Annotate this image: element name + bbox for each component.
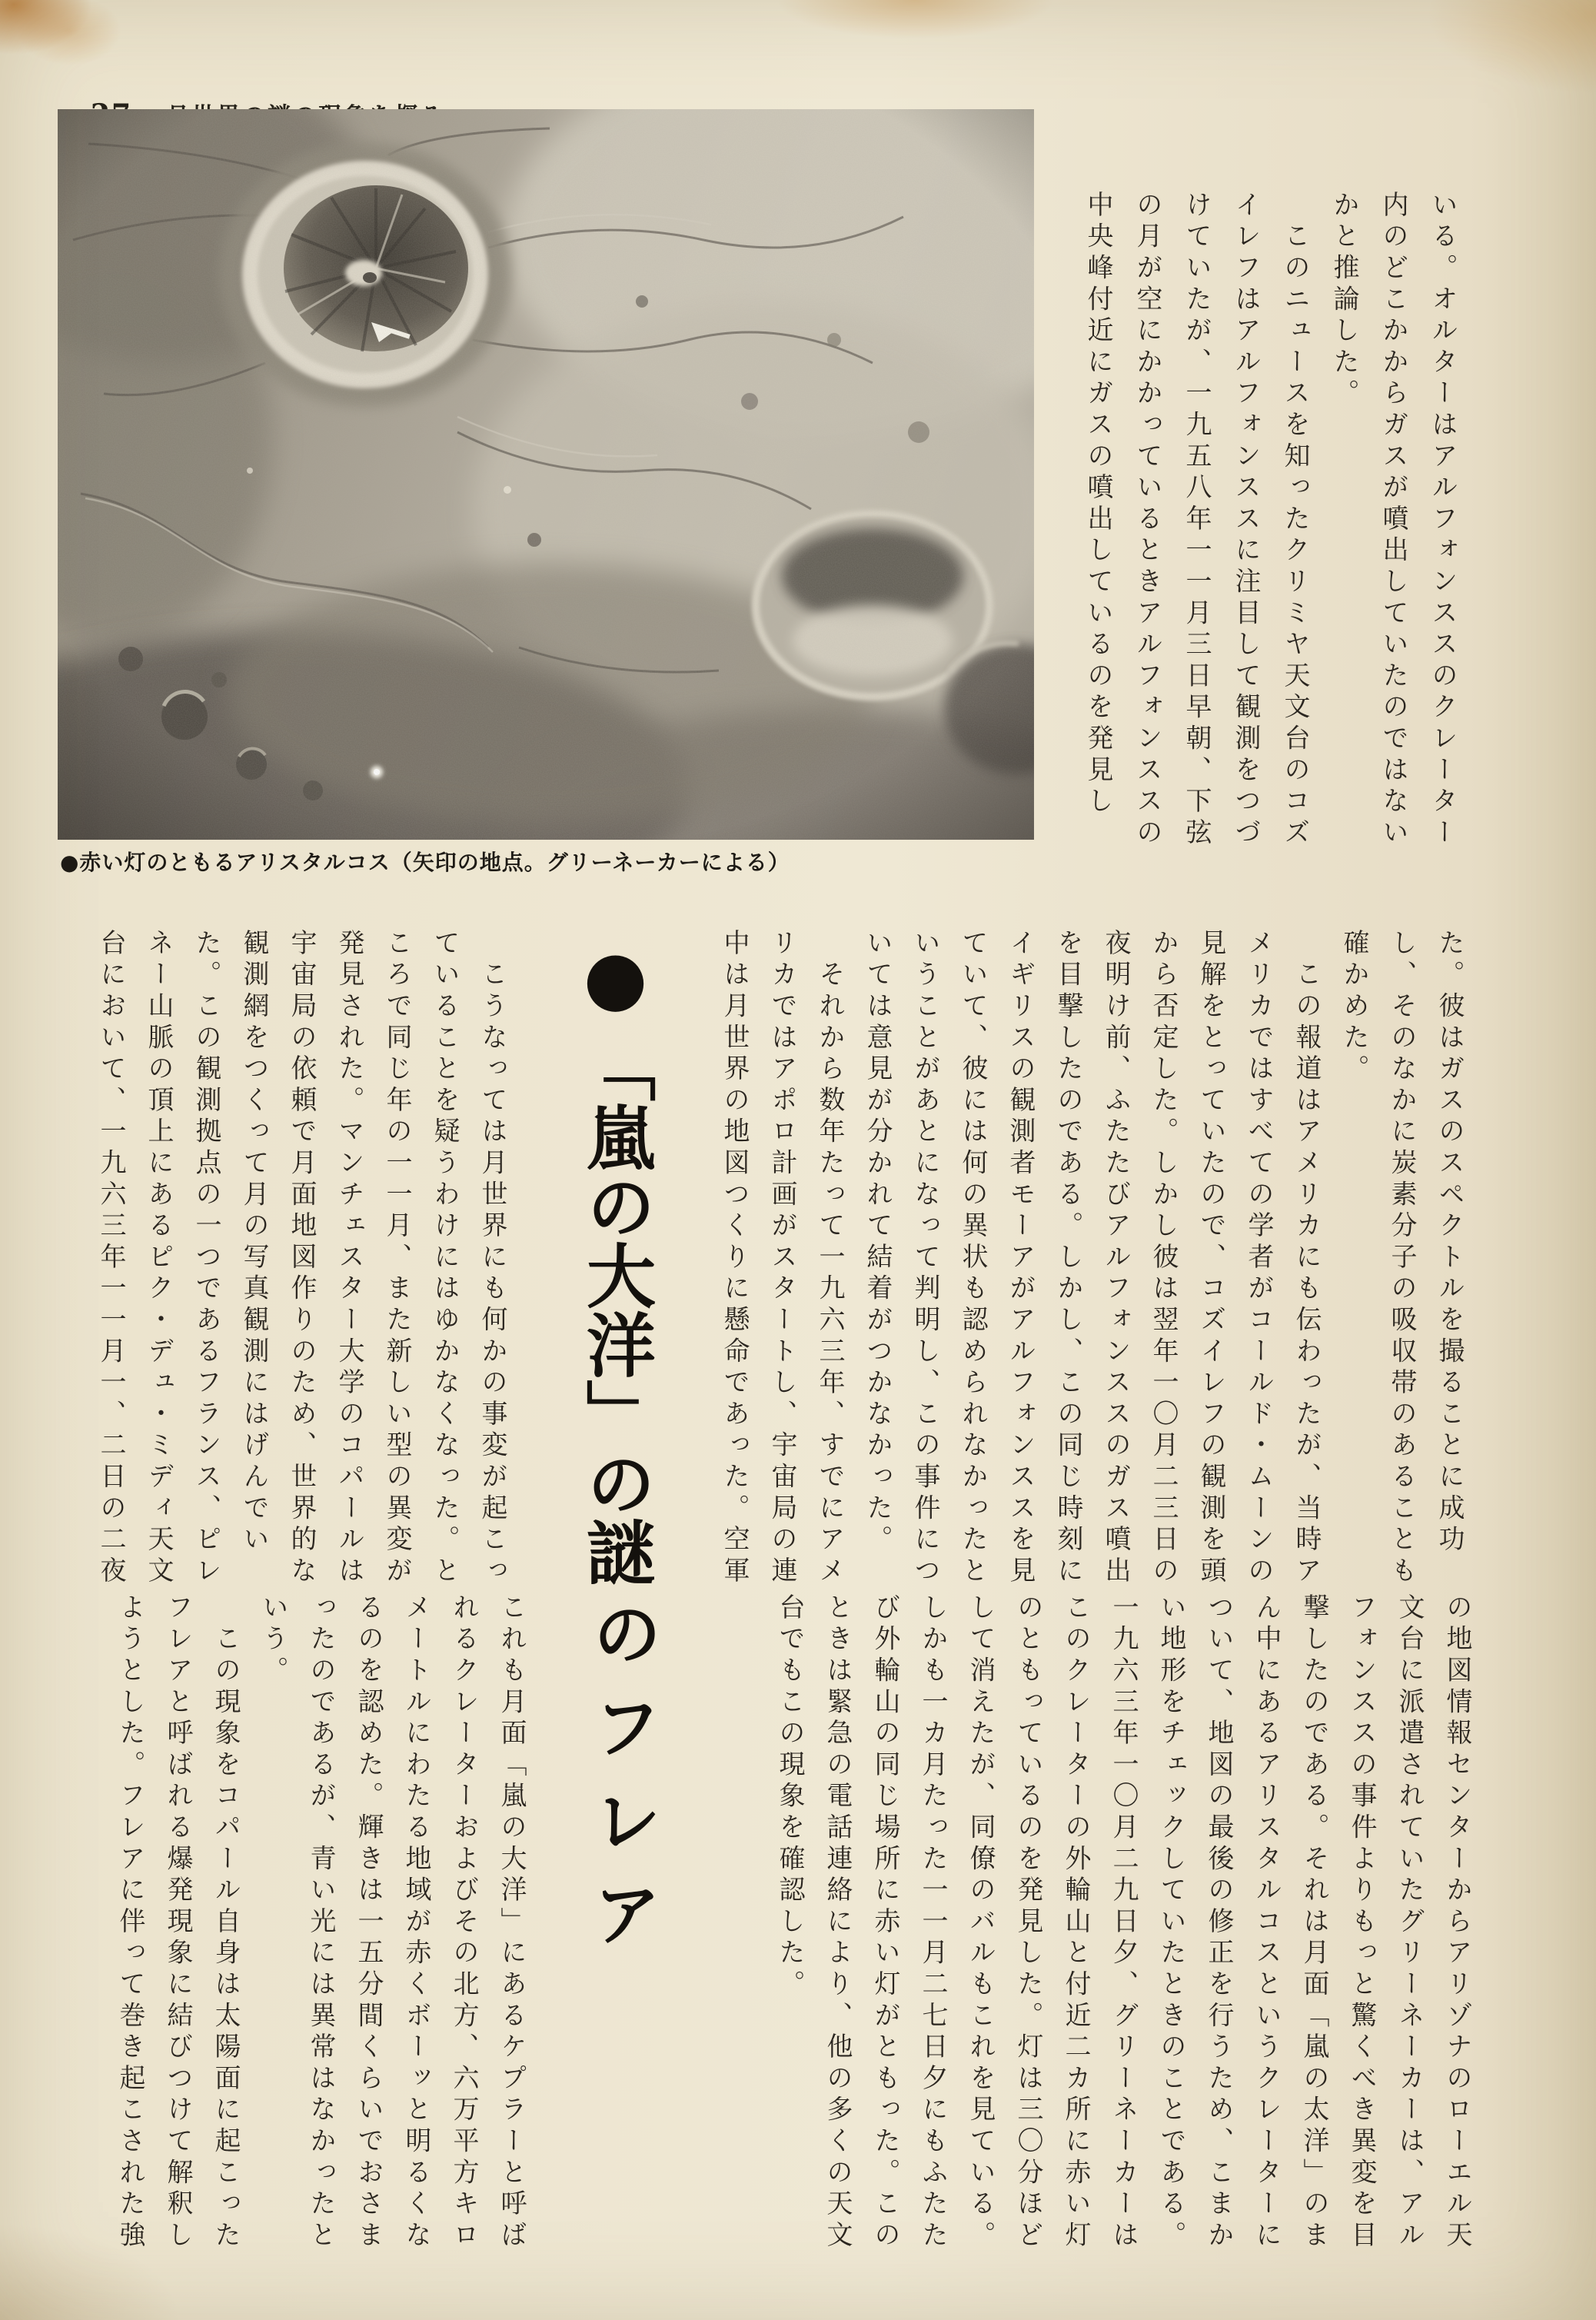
headline-bullet-icon: ● <box>572 934 659 1020</box>
section-headline-bottom <box>570 1598 673 2090</box>
text-column: た。彼はガスのスペクトルを撮ることに成功 <box>1434 929 1465 1556</box>
text-column: 夜明け前、ふたたびアルフォンススのガス噴出 <box>1100 929 1131 1588</box>
text-column: しかも一カ月たった一一月二七日夕にもふたた <box>917 1593 948 2252</box>
text-column: ときは緊急の電話連絡により、他の多くの天文 <box>822 1593 853 2252</box>
text-column: 見解をとっていたので、コズイレフの観測を頭 <box>1195 929 1226 1588</box>
headline-text-bottom: のフレア <box>580 1598 662 1972</box>
text-column: から否定した。しかし彼は翌年一〇月二三日の <box>1148 929 1179 1588</box>
text-column: この現象をコパール自身は太陽面に起こった <box>210 1593 241 2252</box>
text-block-bottom-right <box>757 1593 1472 2285</box>
text-column: フォンススの事件よりもっと驚くべき異変を目 <box>1346 1593 1377 2252</box>
text-column: ついて、地図の最後の修正を行うため、こまか <box>1203 1593 1234 2252</box>
text-column: ネー山脈の頂上にあるピク・デュ・ミディ天文 <box>143 929 174 1588</box>
text-column: び外輪山の同じ場所に赤い灯がともった。この <box>869 1593 900 2252</box>
text-column: 内のどこかからガスが噴出していたのではない <box>1378 191 1408 850</box>
section-headline-top <box>564 934 667 1586</box>
text-column: の月が空にかかっているときアルフォンススの <box>1132 191 1162 850</box>
text-column: このニュースを知ったクリミヤ天文台のコズ <box>1279 191 1310 850</box>
text-column: ていることを疑うわけにはゆかなくなった。と <box>429 929 460 1588</box>
text-column: るのを認めた。輝きは一五分間くらいでおさま <box>353 1593 384 2252</box>
text-column: この報道はアメリカにも伝わったが、当時ア <box>1291 929 1322 1588</box>
text-column: れるクレーターおよびその北方、六万平方キロ <box>448 1593 479 2252</box>
text-column: のともっているのを発見した。灯は三〇分ほど <box>1012 1593 1043 2252</box>
text-column: 一九六三年一〇月二九日夕、グリーネーカーは <box>1108 1593 1139 2252</box>
text-column: 中央峰付近にガスの噴出しているのを発見し <box>1082 191 1113 818</box>
text-block-top-right <box>1064 191 1458 867</box>
text-column: 文台に派遣されていたグリーネーカーは、アル <box>1394 1593 1425 2252</box>
text-column: イギリスの観測者モーアがアルフォンススを見 <box>1005 929 1036 1588</box>
text-column: を目撃したのである。しかし、この同じ時刻に <box>1052 929 1083 1588</box>
text-column: ていて、彼には何の異状も認められなかったと <box>957 929 988 1588</box>
text-column: けていたが、一九五八年一一月三日早朝、下弦 <box>1181 191 1212 850</box>
text-column: メートルにわたる地域が赤くボーッと明るくな <box>401 1593 431 2252</box>
moon-photo-illustration <box>58 109 1034 840</box>
text-column: して消えたが、同僚のバルもこれを見ている。 <box>965 1593 996 2252</box>
text-block-bottom-left <box>98 1593 527 2285</box>
text-column: リカではアポロ計画がスタートし、宇宙局の連 <box>766 929 797 1588</box>
text-column: それから数年たって一九六三年、すでにアメ <box>814 929 845 1588</box>
text-column: 確かめた。 <box>1338 929 1369 1086</box>
text-column: 観測網をつくって月の写真観測にはげんでい <box>238 929 269 1556</box>
text-column: ん中にあるアリスタルコスというクレーターに <box>1251 1593 1282 2252</box>
text-column: ころで同じ年の一一月、また新しい型の異変が <box>381 929 412 1588</box>
text-column: いうことがあとになって判明し、この事件につ <box>909 929 940 1588</box>
text-column: このクレーターの外輪山と付近二カ所に赤い灯 <box>1060 1593 1091 2252</box>
text-column: ようとした。フレアに伴って巻き起こされた強 <box>115 1593 145 2252</box>
moon-photo <box>58 109 1034 840</box>
text-block-middle-right <box>702 929 1465 1590</box>
text-column: こうなっては月世界にも何かの事変が起こっ <box>477 929 507 1588</box>
text-column: メリカではすべての学者がコールド・ムーンの <box>1243 929 1274 1588</box>
text-column: これも月面「嵐の大洋」にあるケプラーと呼ば <box>496 1593 527 2252</box>
text-column: 宇宙局の依頼で月面地図作りのため、世界的な <box>286 929 317 1588</box>
text-block-middle-left <box>78 929 507 1590</box>
text-column: フレアと呼ばれる爆発現象に結びつけて解釈し <box>162 1593 193 2252</box>
text-column: 台でもこの現象を確認した。 <box>774 1593 805 2002</box>
photo-caption: ●赤い灯のともるアリスタルコス（矢印の地点。グリーネーカーによる） <box>60 850 790 875</box>
text-column: い地形をチェックしていたときのことである。 <box>1155 1593 1186 2252</box>
text-column: し、そのなかに炭素分子の吸収帯のあることも <box>1386 929 1417 1588</box>
text-column: イレフはアルフォンススに注目して観測をつづ <box>1230 191 1261 850</box>
text-column: いる。オルターはアルフォンススのクレーター <box>1427 191 1458 850</box>
headline-text-top: 「嵐の大洋」の謎 <box>574 1033 656 1586</box>
text-column: 発見された。マンチェスター大学のコパールは <box>334 929 364 1588</box>
text-column: かと推論した。 <box>1328 191 1359 411</box>
text-column: 撃したのである。それは月面「嵐の太洋」のま <box>1298 1593 1329 2252</box>
text-column: 台において、一九六三年一一月一、二日の二夜 <box>95 929 126 1588</box>
text-column: ったのであるが、青い光には異常はなかったと <box>305 1593 336 2252</box>
text-column: いては意見が分かれて結着がつかなかった。 <box>862 929 893 1556</box>
text-column: た。この観測拠点の一つであるフランス、ピレ <box>191 929 221 1588</box>
text-column: 中は月世界の地図つくりに懸命であった。空軍 <box>719 929 750 1588</box>
text-column: の地図情報センターからアリゾナのローエル天 <box>1441 1593 1472 2252</box>
text-column: いう。 <box>258 1593 288 1688</box>
